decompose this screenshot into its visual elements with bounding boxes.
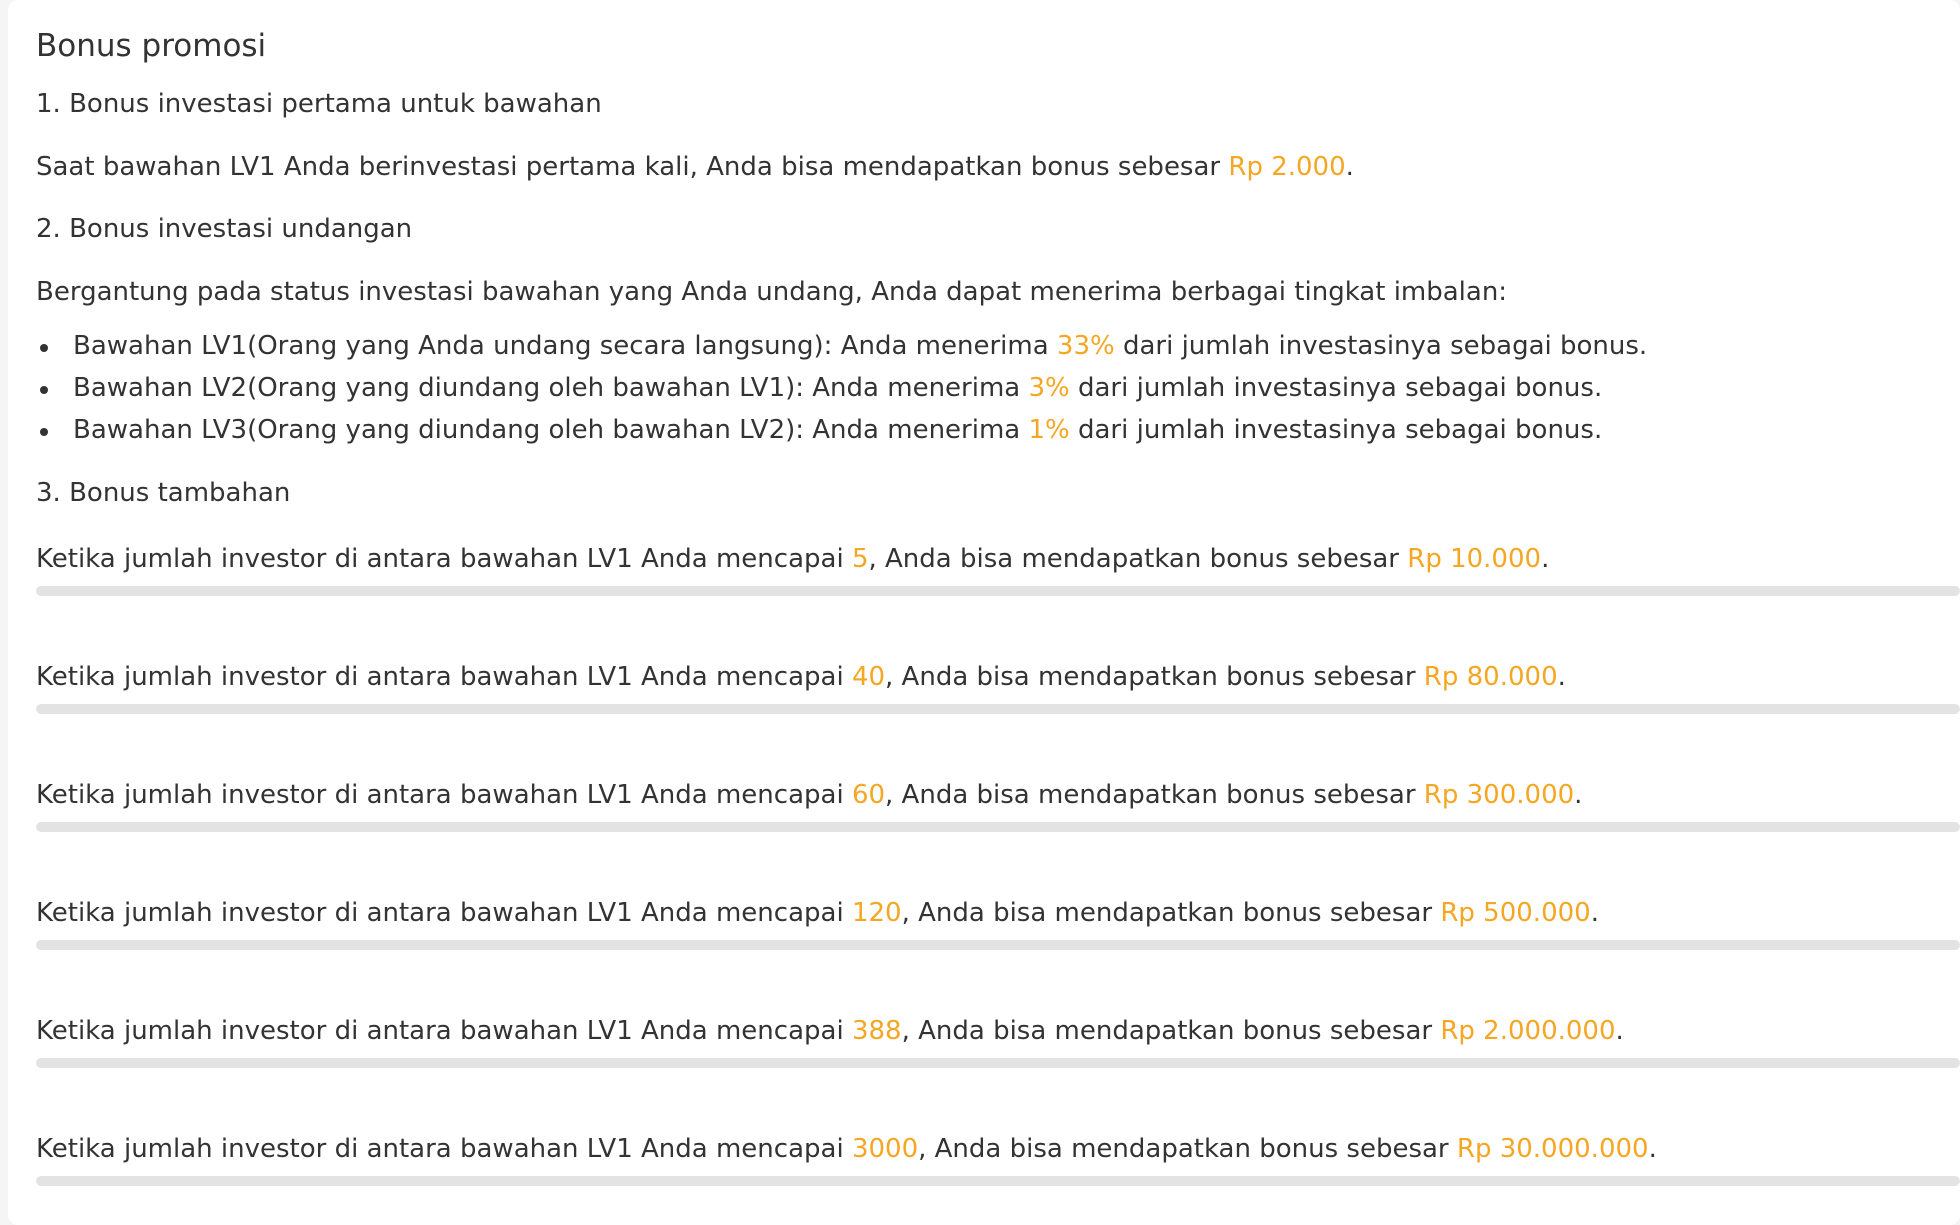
level-text-after: dari jumlah investasinya sebagai bonus. bbox=[1114, 331, 1648, 361]
milestone-text bbox=[36, 542, 1960, 576]
milestone-text-before: Ketika jumlah investor di antara bawahan LV1 Anda mencapai bbox=[36, 780, 852, 810]
first-investment-bonus-amount: Rp 2.000 bbox=[1228, 152, 1346, 182]
milestone-list bbox=[36, 542, 1960, 1225]
milestone-text-after: . bbox=[1574, 780, 1583, 810]
milestone-progress-bar bbox=[36, 822, 1960, 832]
level-text-before: Bawahan LV3(Orang yang diundang oleh bawahan LV2): Anda menerima bbox=[73, 415, 1029, 445]
milestone-amount: Rp 80.000 bbox=[1423, 662, 1558, 692]
milestone-text-before: Ketika jumlah investor di antara bawahan LV1 Anda mencapai bbox=[36, 898, 852, 928]
section-2-intro: Bergantung pada status investasi bawahan yang Anda undang, Anda dapat menerima berbagai tingkat imbalan: bbox=[36, 277, 1508, 307]
section-1-text-after: . bbox=[1345, 152, 1354, 182]
milestone-count: 5 bbox=[851, 544, 869, 574]
milestone-count: 60 bbox=[851, 780, 886, 810]
level-text-after: dari jumlah investasinya sebagai bonus. bbox=[1069, 415, 1603, 445]
milestone-text bbox=[36, 660, 1960, 694]
referral-level-list bbox=[36, 329, 1960, 447]
milestone-text-before: Ketika jumlah investor di antara bawahan LV1 Anda mencapai bbox=[36, 1134, 852, 1164]
milestone-count: 40 bbox=[851, 662, 886, 692]
milestone-amount: Rp 10.000 bbox=[1407, 544, 1542, 574]
level-text-before: Bawahan LV1(Orang yang Anda undang secara langsung): Anda menerima bbox=[73, 331, 1057, 361]
section-3-heading: 3. Bonus tambahan bbox=[36, 478, 291, 508]
bullet-icon bbox=[40, 428, 48, 436]
bullet-icon bbox=[40, 386, 48, 394]
level-percent: 3% bbox=[1028, 373, 1070, 403]
milestone-amount: Rp 500.000 bbox=[1440, 898, 1591, 928]
page-title: Bonus promosi bbox=[36, 28, 267, 64]
section-1-text bbox=[36, 150, 1960, 184]
milestone-count: 120 bbox=[851, 898, 902, 928]
milestone-text bbox=[36, 896, 1960, 930]
milestone-amount: Rp 30.000.000 bbox=[1456, 1134, 1649, 1164]
milestone-item bbox=[36, 1132, 1960, 1225]
milestone-count: 3000 bbox=[851, 1134, 919, 1164]
section-2-heading: 2. Bonus investasi undangan bbox=[36, 214, 413, 244]
milestone-text-middle: , Anda bisa mendapatkan bonus sebesar bbox=[885, 780, 1424, 810]
milestone-item bbox=[36, 542, 1960, 660]
milestone-text bbox=[36, 1014, 1960, 1048]
milestone-progress-bar bbox=[36, 940, 1960, 950]
milestone-text-before: Ketika jumlah investor di antara bawahan LV1 Anda mencapai bbox=[36, 544, 852, 574]
section-1-text-before: Saat bawahan LV1 Anda berinvestasi pertama kali, Anda bisa mendapatkan bonus sebesar bbox=[36, 152, 1229, 182]
milestone-text-after: . bbox=[1557, 662, 1566, 692]
milestone-amount: Rp 300.000 bbox=[1423, 780, 1575, 810]
milestone-progress-bar bbox=[36, 1176, 1960, 1186]
milestone-text bbox=[36, 1132, 1960, 1166]
milestone-item bbox=[36, 1014, 1960, 1132]
milestone-item bbox=[36, 778, 1960, 896]
level-percent: 33% bbox=[1056, 331, 1115, 361]
level-text-after: dari jumlah investasinya sebagai bonus. bbox=[1069, 373, 1603, 403]
level-percent: 1% bbox=[1028, 415, 1070, 445]
milestone-progress-bar bbox=[36, 1058, 1960, 1068]
milestone-text-before: Ketika jumlah investor di antara bawahan LV1 Anda mencapai bbox=[36, 662, 852, 692]
milestone-text-after: . bbox=[1648, 1134, 1657, 1164]
milestone-count: 388 bbox=[851, 1016, 902, 1046]
section-1-heading: 1. Bonus investasi pertama untuk bawahan bbox=[36, 89, 602, 119]
milestone-progress-bar bbox=[36, 704, 1960, 714]
milestone-text-after: . bbox=[1541, 544, 1550, 574]
milestone-text-middle: , Anda bisa mendapatkan bonus sebesar bbox=[901, 1016, 1441, 1046]
list-item bbox=[36, 329, 1960, 363]
milestone-item bbox=[36, 660, 1960, 778]
milestone-progress-bar bbox=[36, 586, 1960, 596]
milestone-text-after: . bbox=[1590, 898, 1599, 928]
milestone-text-after: . bbox=[1615, 1016, 1624, 1046]
milestone-text-middle: , Anda bisa mendapatkan bonus sebesar bbox=[885, 662, 1424, 692]
milestone-text-middle: , Anda bisa mendapatkan bonus sebesar bbox=[901, 898, 1441, 928]
bonus-promotion-card bbox=[8, 0, 1960, 1225]
milestone-text-middle: , Anda bisa mendapatkan bonus sebesar bbox=[868, 544, 1408, 574]
milestone-text-before: Ketika jumlah investor di antara bawahan LV1 Anda mencapai bbox=[36, 1016, 852, 1046]
bullet-icon bbox=[40, 344, 48, 352]
list-item bbox=[36, 371, 1960, 405]
list-item bbox=[36, 413, 1960, 447]
milestone-item bbox=[36, 896, 1960, 1014]
milestone-amount: Rp 2.000.000 bbox=[1440, 1016, 1616, 1046]
milestone-text-middle: , Anda bisa mendapatkan bonus sebesar bbox=[918, 1134, 1457, 1164]
milestone-text bbox=[36, 778, 1960, 812]
level-text-before: Bawahan LV2(Orang yang diundang oleh bawahan LV1): Anda menerima bbox=[73, 373, 1029, 403]
